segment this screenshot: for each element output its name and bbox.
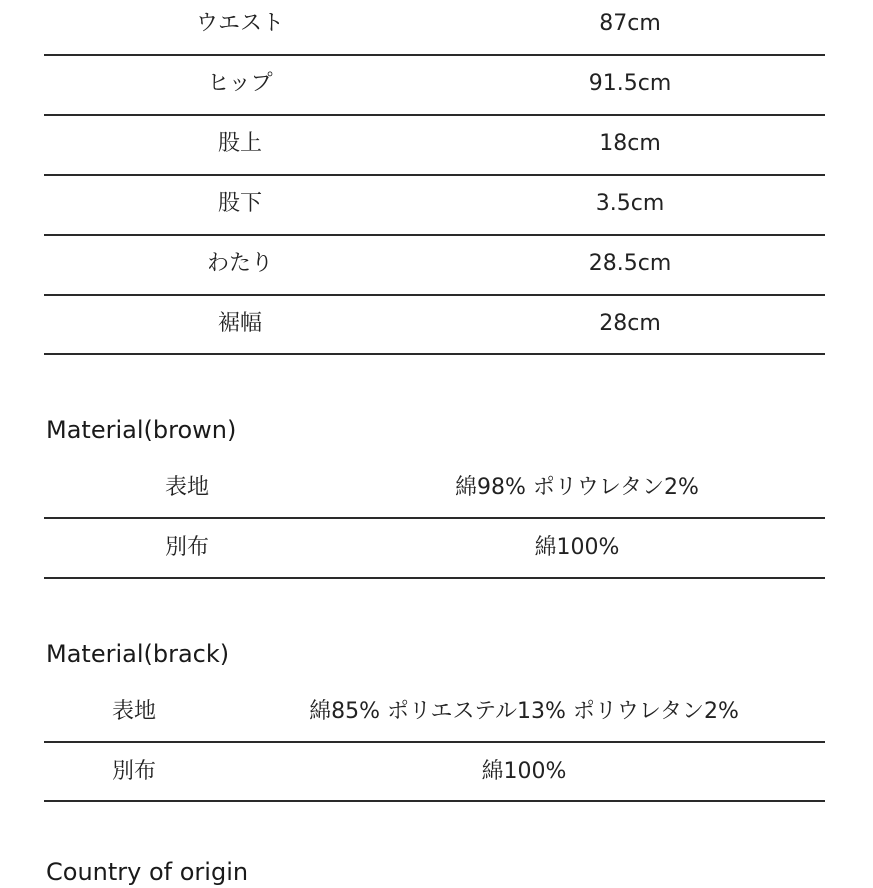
material-brown-value-outer: 綿98% ポリウレタン2% (455, 475, 699, 500)
material-brown-label-outer: 表地 (164, 475, 210, 500)
material-black-label-outer: 表地 (111, 699, 157, 724)
table-divider (44, 577, 825, 579)
size-label-rise: 股上 (217, 131, 263, 156)
size-value-hem: 28cm (599, 311, 661, 336)
size-label-waist: ウエスト (195, 11, 285, 36)
table-divider (44, 114, 825, 116)
table-divider (44, 800, 825, 802)
material-black-value-outer: 綿85% ポリエステル13% ポリウレタン2% (309, 699, 739, 724)
material-black-value-sub: 綿100% (481, 759, 567, 784)
size-value-hip: 91.5cm (588, 71, 672, 96)
material-brown-label-sub: 別布 (164, 535, 210, 560)
material-brown-value-sub: 綿100% (534, 535, 620, 560)
table-divider (44, 234, 825, 236)
size-label-hip: ヒップ (207, 71, 273, 96)
material-black-heading: Material(brack) (46, 640, 230, 668)
material-black-label-sub: 別布 (111, 759, 157, 784)
size-label-thigh: わたり (206, 251, 274, 276)
size-label-inseam: 股下 (217, 191, 263, 216)
table-divider (44, 353, 825, 355)
size-value-rise: 18cm (599, 131, 661, 156)
material-brown-heading: Material(brown) (46, 416, 237, 444)
size-value-waist: 87cm (599, 11, 661, 36)
size-value-thigh: 28.5cm (588, 251, 672, 276)
table-divider (44, 517, 825, 519)
country-of-origin-heading: Country of origin (46, 858, 249, 886)
table-divider (44, 174, 825, 176)
size-value-inseam: 3.5cm (595, 191, 665, 216)
table-divider (44, 741, 825, 743)
table-divider (44, 54, 825, 56)
size-label-hem: 裾幅 (217, 311, 263, 336)
table-divider (44, 294, 825, 296)
